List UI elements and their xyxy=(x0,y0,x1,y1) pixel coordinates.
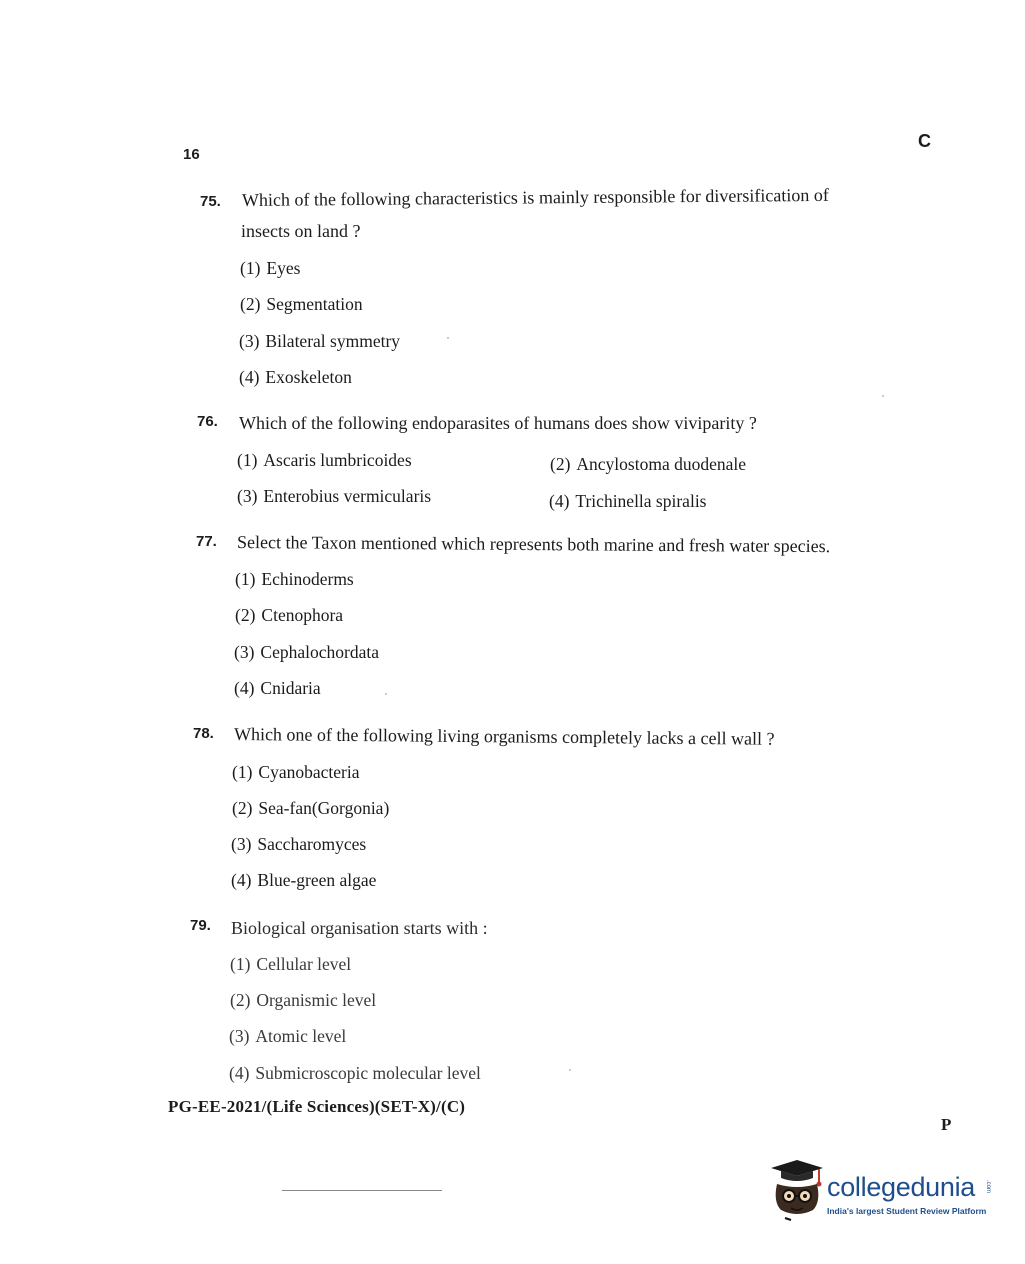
option-number: (3) xyxy=(231,834,252,854)
question-number: 75. xyxy=(200,193,221,210)
question-text-line: Biological organisation starts with : xyxy=(231,918,488,938)
option-2 xyxy=(550,454,746,475)
scan-speck xyxy=(882,395,884,397)
question-text-line: Which one of the following living organisms completely lacks a cell wall ? xyxy=(233,724,775,749)
option-text: Ctenophora xyxy=(261,605,344,625)
option-2 xyxy=(230,990,376,1011)
collegedunia-logo xyxy=(767,1158,997,1228)
option-3 xyxy=(229,1026,346,1047)
option-text: Submicroscopic molecular level xyxy=(255,1063,481,1083)
question-text-line: insects on land ? xyxy=(241,221,361,241)
option-text: Echinoderms xyxy=(261,569,354,589)
option-4 xyxy=(231,870,376,891)
option-4 xyxy=(234,678,321,699)
option-2 xyxy=(240,294,363,315)
option-number: (3) xyxy=(237,486,258,506)
option-2 xyxy=(232,798,389,819)
question-text-line: Which of the following characteristics is mainly responsible for diversification of xyxy=(241,184,829,210)
option-text: Cephalochordata xyxy=(260,642,379,662)
option-number: (1) xyxy=(230,954,251,974)
option-3 xyxy=(239,331,400,352)
option-4 xyxy=(239,367,352,388)
option-text: Segmentation xyxy=(266,294,363,314)
option-1 xyxy=(240,258,300,279)
option-1 xyxy=(235,569,354,590)
option-number: (1) xyxy=(235,569,256,589)
option-2 xyxy=(235,605,343,626)
question-number: 76. xyxy=(197,413,218,430)
scan-speck xyxy=(385,693,387,695)
logo-tagline: India's largest Student Review Platform xyxy=(827,1206,987,1216)
option-number: (1) xyxy=(237,450,258,470)
option-text: Ascaris lumbricoides xyxy=(263,450,412,470)
option-3 xyxy=(234,642,379,663)
option-text: Bilateral symmetry xyxy=(265,331,401,351)
option-text: Organismic level xyxy=(256,990,377,1010)
option-number: (2) xyxy=(240,294,261,314)
logo-dotcom: .com xyxy=(985,1180,991,1194)
option-1 xyxy=(230,954,351,975)
option-number: (3) xyxy=(234,642,255,662)
option-text: Sea-fan(Gorgonia) xyxy=(258,798,390,818)
option-text: Eyes xyxy=(266,258,301,278)
bottom-rule xyxy=(282,1190,442,1191)
option-text: Ancylostoma duodenale xyxy=(576,454,747,474)
option-number: (4) xyxy=(231,870,252,890)
option-number: (2) xyxy=(235,605,256,625)
question-number: 79. xyxy=(190,917,211,934)
scan-speck xyxy=(447,337,449,339)
option-text: Trichinella spiralis xyxy=(575,491,707,511)
option-number: (4) xyxy=(229,1063,250,1083)
footer-letter: P xyxy=(941,1115,952,1134)
question-number: 78. xyxy=(193,725,214,742)
option-3 xyxy=(231,834,366,855)
option-3 xyxy=(237,486,431,507)
option-number: (3) xyxy=(229,1026,250,1046)
option-4 xyxy=(229,1063,481,1084)
option-number: (2) xyxy=(550,454,571,474)
option-4 xyxy=(549,491,707,512)
page-number: 16 xyxy=(183,146,200,163)
question-text-line: Select the Taxon mentioned which represents both marine and fresh water species. xyxy=(236,532,831,557)
option-text: Enterobius vermicularis xyxy=(263,486,432,506)
option-text: Saccharomyces xyxy=(257,834,367,854)
option-number: (4) xyxy=(239,367,260,387)
option-number: (2) xyxy=(230,990,251,1010)
option-text: Cellular level xyxy=(256,954,352,974)
question-number: 77. xyxy=(196,533,217,550)
option-number: (4) xyxy=(549,491,570,511)
option-number: (2) xyxy=(232,798,253,818)
graduate-mascot-icon xyxy=(767,1158,827,1222)
set-code: C xyxy=(918,131,931,151)
option-1 xyxy=(237,450,412,471)
paper-code: PG-EE-2021/(Life Sciences)(SET-X)/(C) xyxy=(168,1097,466,1116)
option-text: Cnidaria xyxy=(260,678,321,698)
scan-speck xyxy=(569,1069,571,1071)
option-text: Blue-green algae xyxy=(257,870,377,890)
option-number: (4) xyxy=(234,678,255,698)
option-number: (3) xyxy=(239,331,260,351)
option-text: Exoskeleton xyxy=(265,367,352,387)
option-1 xyxy=(232,762,359,783)
option-number: (1) xyxy=(240,258,261,278)
option-text: Atomic level xyxy=(255,1026,347,1046)
question-text-line: Which of the following endoparasites of humans does show viviparity ? xyxy=(239,413,757,433)
logo-wordmark: collegedunia xyxy=(827,1172,976,1202)
option-number: (1) xyxy=(232,762,253,782)
option-text: Cyanobacteria xyxy=(258,762,360,782)
